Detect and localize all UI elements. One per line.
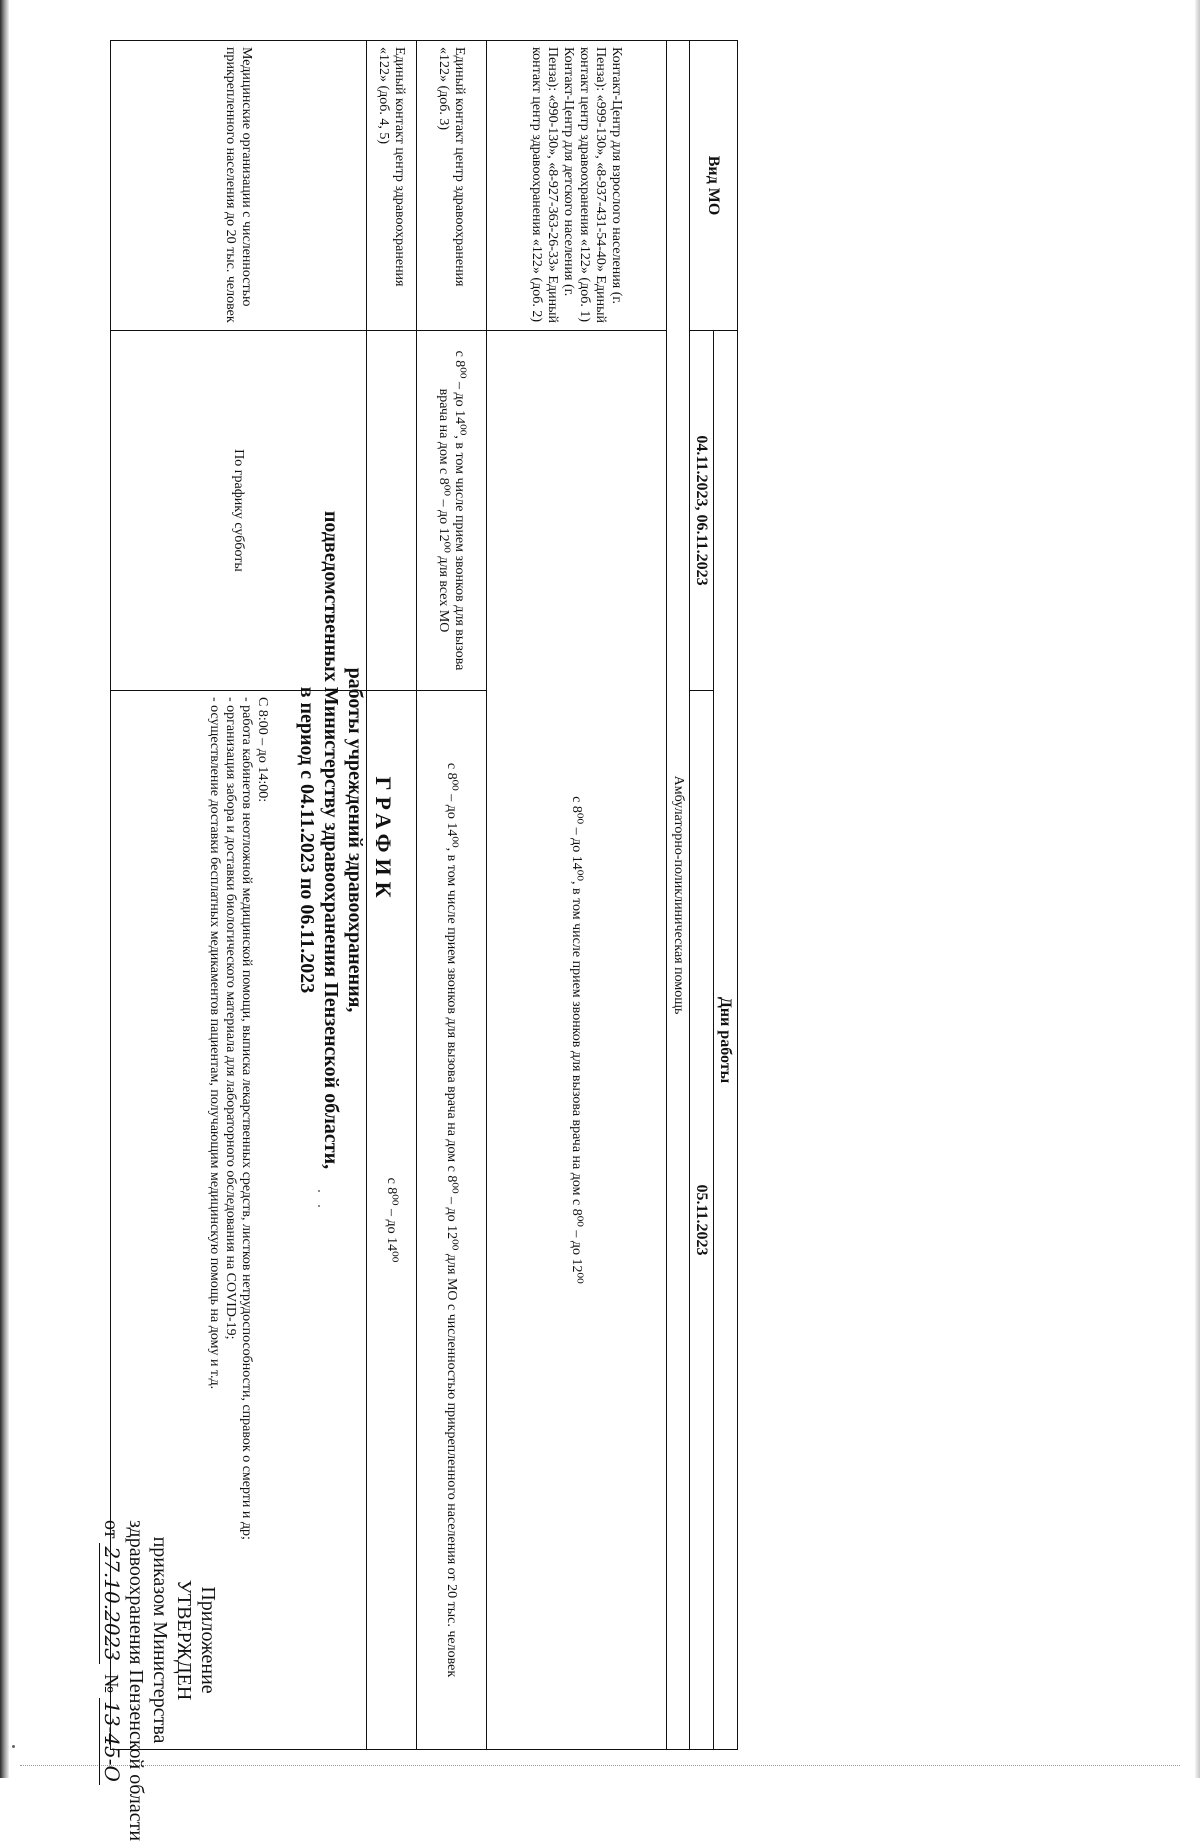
row-4-vid: Медицинские организации с численностью прикрепленного населения до 20 тыс. человек bbox=[111, 41, 367, 331]
row-3-day-1 bbox=[367, 331, 417, 691]
title-line-1: работы учреждений здравоохранения, bbox=[344, 667, 366, 1013]
approval-number-handwritten: 13-45-О bbox=[99, 1698, 124, 1785]
header-work-days: Дни работы bbox=[714, 331, 738, 1750]
row-2-day-2: с 8⁰⁰ – до 14⁰⁰, в том числе прием звонков для вызова врача на дом с 8⁰⁰ – до 12⁰⁰ для МО с численностью прикрепленного населения от 20 тыс. человек bbox=[417, 691, 487, 1750]
row-2-day-1: с 8⁰⁰ – до 14⁰⁰, в том числе прием звонков для вызова врача на дом с 8⁰⁰ – до 12⁰⁰ для всех МО bbox=[417, 331, 487, 691]
section-outpatient-care: Амбулаторно-поликлиническая помощь bbox=[667, 41, 690, 1750]
approval-appendix: Приложение bbox=[197, 1586, 219, 1694]
approval-ministry: здравоохранения Пензенской области bbox=[125, 1520, 147, 1841]
row-1-schedule: с 8⁰⁰ – до 14⁰⁰, в том числе прием звонков для вызова врача на дом с 8⁰⁰ – до 12⁰⁰ bbox=[487, 331, 667, 1750]
row-3-day-2: с 8⁰⁰ – до 14⁰⁰ bbox=[367, 691, 417, 1750]
row-4-day-1: По графику субботы bbox=[111, 331, 367, 691]
row-4-note-line: С 8:00 – до 14:00: bbox=[255, 697, 271, 803]
title-line-3: в период с 04.11.2023 по 06.11.2023 bbox=[296, 686, 318, 994]
row-4-day-2 bbox=[111, 691, 367, 1750]
row-2-vid: Единый контакт центр здравоохранения «122» (доб. 3) bbox=[417, 41, 487, 331]
row-4-note-line: - работа кабинетов неотложной медицинской помощи, выписка лекарственных средств, листков нетрудоспособности, справок о смерти и др; bbox=[239, 697, 255, 1540]
approval-approved: УТВЕРЖДЕН bbox=[173, 1579, 195, 1701]
approval-number-prefix: № bbox=[100, 1674, 122, 1694]
header-day-1: 04.11.2023, 06.11.2023 bbox=[690, 331, 714, 691]
header-day-2: 05.11.2023 bbox=[690, 691, 714, 1750]
approval-date-handwritten: 27.10.2023 bbox=[99, 1543, 124, 1664]
row-3-vid: Единый контакт центр здравоохранения «122» (доб. 4, 5) bbox=[367, 41, 417, 331]
schedule-table bbox=[110, 40, 738, 1750]
approval-date-prefix: от bbox=[100, 1520, 122, 1539]
header-vid-mo: Вид МО bbox=[690, 41, 738, 331]
row-4-note-line: - осуществление доставки бесплатных медикаментов пациентам, получающим медицинскую помощь на дому и т.д. bbox=[207, 697, 223, 1390]
row-4-note-line: - организация забора и доставки биологического материала для лабораторного обследования на COVID-19; bbox=[223, 697, 239, 1340]
row-1-vid: Контакт-Центр для взрослого населения (г. Пенза): «999-130», «8-937-431-54-40» Единый контакт центр здравоохранения «122» (доб. 1) Контакт-Центр для детского населения (г. Пенза): «990-130», «8-927-363-26-33» Единый контакт центр здравоохранения «122» (доб. 2) bbox=[487, 41, 667, 331]
approval-order-of: приказом Министерства bbox=[149, 1536, 171, 1744]
title-line-2: подведомственных Министерству здравоохранения Пензенской области, bbox=[320, 510, 342, 1170]
document-title: ГРАФИК bbox=[371, 776, 396, 904]
